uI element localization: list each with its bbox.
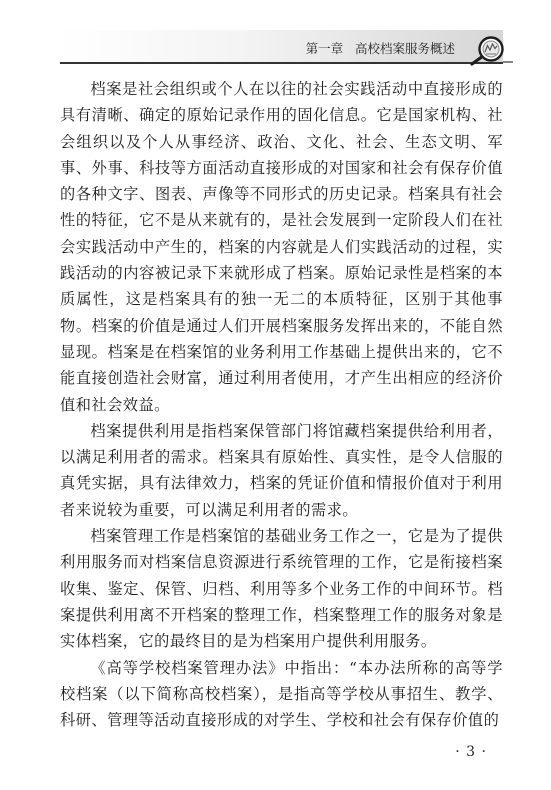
- page-number: · 3 ·: [455, 744, 487, 760]
- body-text: [60, 76, 503, 733]
- running-header: [60, 30, 503, 64]
- paragraph-university-archives-regulation: 《高等学校档案管理办法》中指出：“本办法所称的高等学校档案（以下简称高校档案），是指高等学校从事招生、教学、科研、管理等活动直接形成的对学生、学校和社会有保存价值的: [60, 658, 503, 730]
- paragraph-archives-utilization: 档案提供利用是指档案保管部门将馆藏档案提供给利用者，以满足利用者的需求。档案具有原始性、真实性，是令人信服的真凭实据，具有法律效力，档案的凭证价值和情报价值对于利用者来说较为重要，可以满足利用者的需求。: [60, 421, 503, 519]
- paragraph-archives-definition: 档案是社会组织或个人在以往的社会实践活动中直接形成的具有清晰、确定的原始记录作用的固化信息。它是国家机构、社会组织以及个人从事经济、政治、文化、社会、生态文明、军事、外事、科技等方面活动直接形成的对国家和社会有保存价值的各种文字、图表、声像等不同形式的历史记录。档案具有社会性的特征，它不是从来就有的，是社会发展到一定阶段人们在社会实践活动中产生的，档案的内容就是人们实践活动的过程，实践活动的内容被记录下来就形成了档案。原始记录性是档案的本质属性，这是档案具有的独一无二的本质特征，区别于其他事物。档案的价值是通过人们开展档案服务发挥出来的，不能自然显现。档案是在档案馆的业务利用工作基础上提供出来的，它不能直接创造社会财富，通过利用者使用，才产生出相应的经济价值和社会效益。: [60, 80, 503, 414]
- chapter-title: 第一章 高校档案服务概述: [305, 41, 455, 56]
- magnifier-icon: [469, 32, 515, 68]
- header-rule: [60, 62, 503, 64]
- paragraph-archives-management: 档案管理工作是档案馆的基础业务工作之一，它是为了提供利用服务而对档案信息资源进行系统管理的工作，它是衔接档案收集、鉴定、保管、归档、利用等多个业务工作的中间环节。档案提供利用离不开档案的整理工作，档案整理工作的服务对象是实体档案，它的最终目的是为档案用户提供利用服务。: [60, 527, 503, 651]
